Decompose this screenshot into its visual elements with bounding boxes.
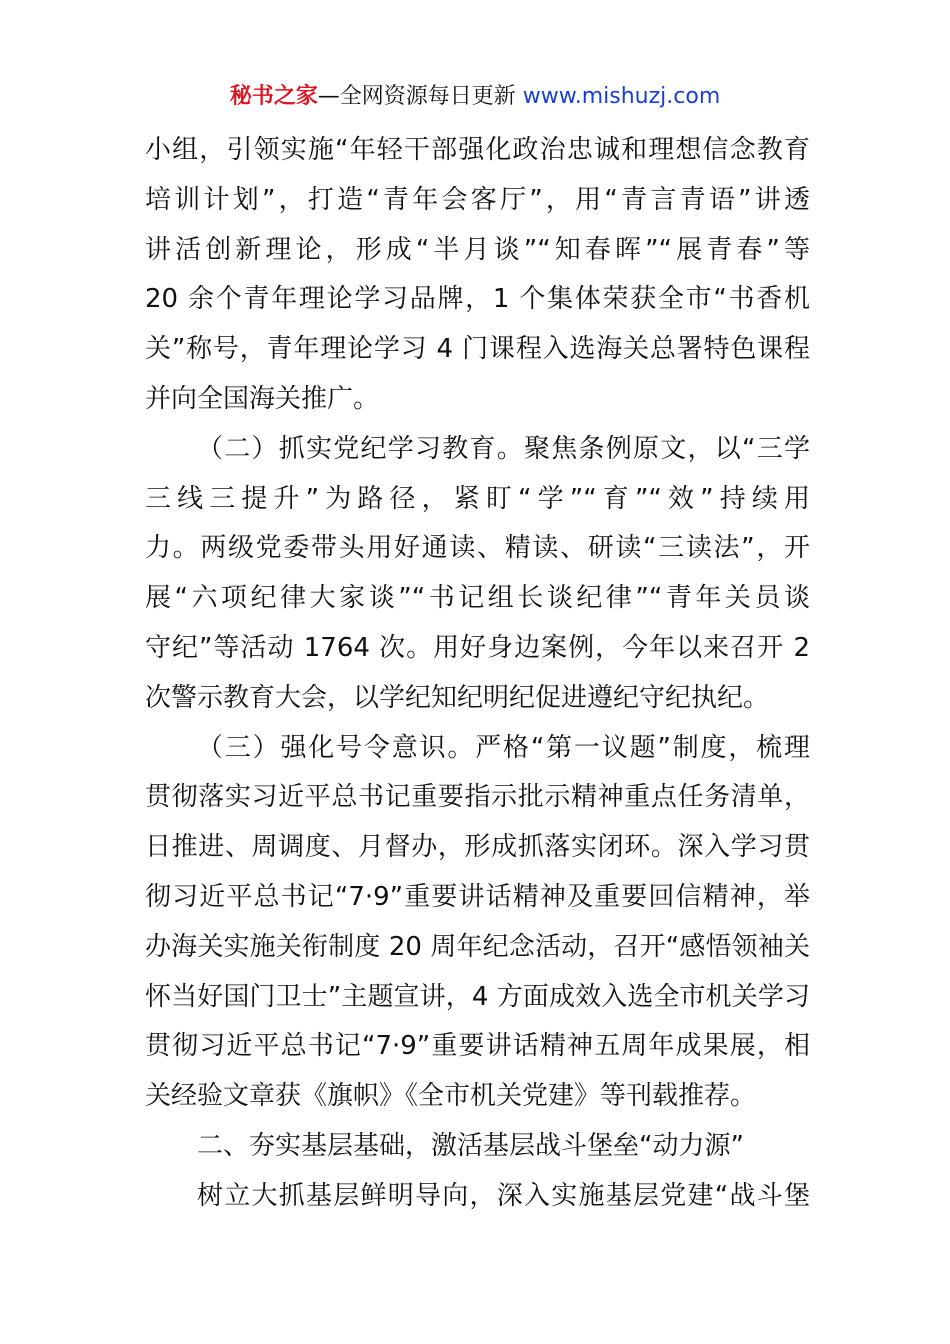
site-header xyxy=(0,80,950,114)
paragraph-command-awareness xyxy=(145,724,810,1122)
text-line: 贯彻落实习近平总书记重要指示批示精神重点任务清单， xyxy=(145,782,810,813)
section-heading-line: （二）抓实党纪学习教育。聚焦条例原文，以“三学 xyxy=(197,433,810,464)
text-line: 展“六项纪律大家谈”“书记组长谈纪律”“青年关员谈 xyxy=(145,583,810,614)
paragraph-discipline-education xyxy=(145,425,810,724)
text-line: 关”称号，青年理论学习 4 门课程入选海关总署特色课程 xyxy=(145,334,810,365)
section-heading-line: （三）强化号令意识。严格“第一议题”制度，梳理 xyxy=(197,732,810,763)
text-line: 贯彻习近平总书记“7·9”重要讲话精神五周年成果展，相 xyxy=(145,1031,810,1062)
text-line: 20 余个青年理论学习品牌，1 个集体荣获全市“书香机 xyxy=(145,284,810,315)
section-heading-line: 二、夯实基层基础，激活基层战斗堡垒“动力源” xyxy=(197,1130,744,1161)
text-line: 并向全国海关推广。 xyxy=(145,383,380,414)
document-body xyxy=(145,126,810,1222)
paragraph-grassroots-intro xyxy=(145,1172,810,1222)
text-line: 彻习近平总书记“7·9”重要讲话精神及重要回信精神，举 xyxy=(145,881,810,912)
paragraph-youth-study xyxy=(145,126,810,425)
text-line: 日推进、周调度、月督办，形成抓落实闭环。深入学习贯 xyxy=(145,832,810,863)
text-line: 小组，引领实施“年轻干部强化政治忠诚和理想信念教育 xyxy=(145,135,810,165)
text-line: 怀当好国门卫士”主题宣讲，4 方面成效入选全市机关学习 xyxy=(145,981,810,1012)
text-line: 办海关实施关衔制度 20 周年纪念活动，召开“感悟领袖关 xyxy=(145,931,810,962)
text-line: 次警示教育大会，以学纪知纪明纪促进遵纪守纪执纪。 xyxy=(145,682,770,713)
site-brand: 秘书之家 xyxy=(229,84,318,109)
site-url-link[interactable]: www.mishuzj.com xyxy=(522,84,721,109)
text-line: 关经验文章获《旗帜》《全市机关党建》等刊载推荐。 xyxy=(145,1081,757,1112)
section-heading-grassroots xyxy=(145,1122,810,1172)
text-line: 三线三提升”为路径，紧盯“学”“育”“效”持续用 xyxy=(145,483,810,514)
site-slogan: —全网资源每日更新 xyxy=(317,84,523,109)
text-line: 守纪”等活动 1764 次。用好身边案例，今年以来召开 2 xyxy=(145,632,810,663)
text-line: 树立大抓基层鲜明导向，深入实施基层党建“战斗堡 xyxy=(197,1180,810,1211)
text-line: 力。两级党委带头用好通读、精读、研读“三读法”，开 xyxy=(145,533,810,564)
text-line: 培训计划”，打造“青年会客厅”，用“青言青语”讲透 xyxy=(145,184,810,215)
text-line: 讲活创新理论，形成“半月谈”“知春晖”“展青春”等 xyxy=(145,234,810,265)
